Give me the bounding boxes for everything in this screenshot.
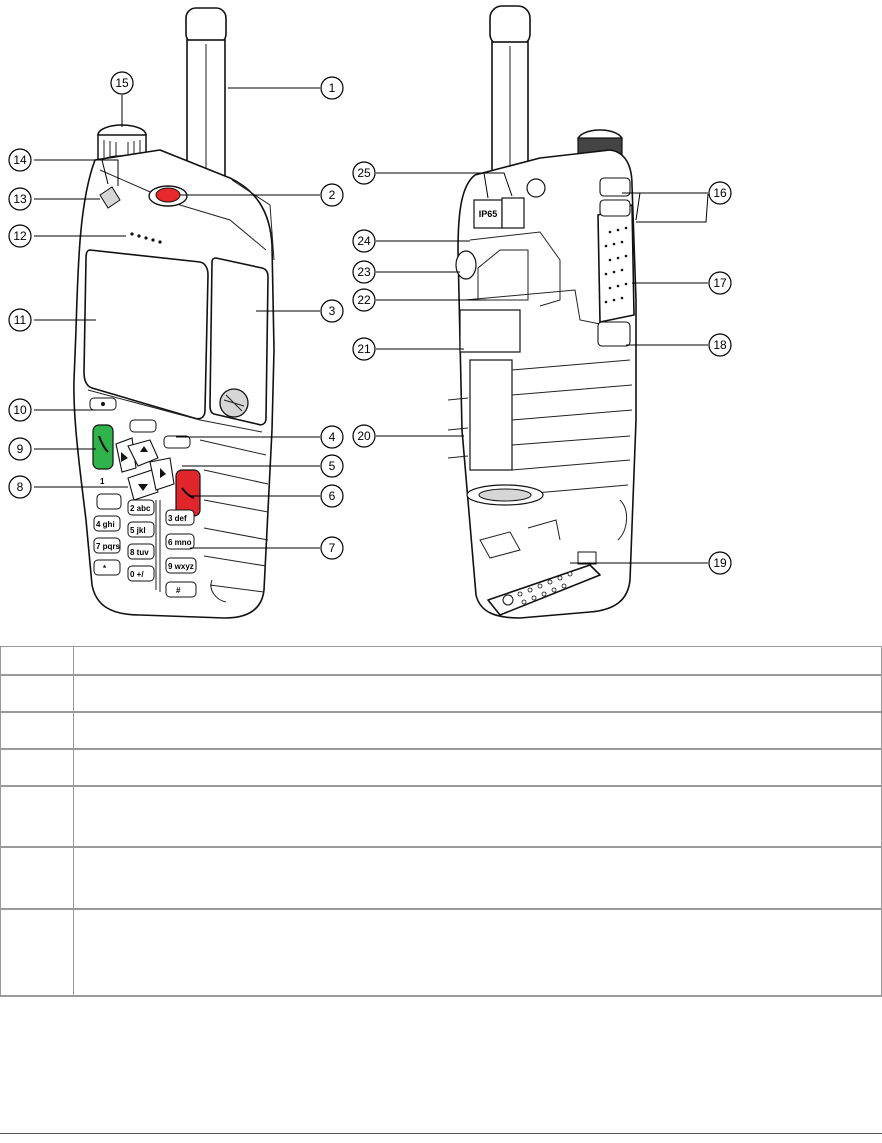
key-6: 6 mno [168, 538, 192, 547]
svg-text:20: 20 [357, 429, 371, 443]
svg-text:25: 25 [357, 166, 371, 180]
callout-11 [9, 309, 31, 331]
key-5: 5 jkl [130, 526, 146, 535]
svg-text:7: 7 [328, 541, 336, 555]
svg-text:13: 13 [13, 192, 27, 206]
callout-15 [111, 72, 133, 94]
key-8: 8 tuv [130, 548, 149, 557]
legend-text [74, 847, 882, 909]
svg-text:22: 22 [357, 293, 371, 307]
svg-text:6: 6 [328, 489, 336, 503]
svg-text:9: 9 [16, 442, 24, 456]
svg-text:10: 10 [13, 403, 27, 417]
callout-5 [321, 455, 343, 477]
legend-text [74, 749, 882, 786]
svg-text:15: 15 [115, 76, 129, 90]
svg-text:2: 2 [328, 188, 336, 202]
table-row [1, 909, 882, 996]
svg-text:18: 18 [713, 338, 727, 352]
callout-8 [9, 476, 31, 498]
back-view [448, 6, 636, 618]
svg-text:12: 12 [13, 229, 27, 243]
callout-9 [9, 438, 31, 460]
callout-21 [353, 338, 375, 360]
callout-17 [709, 272, 731, 294]
svg-text:11: 11 [13, 313, 27, 327]
callout-19 [709, 552, 731, 574]
key-hash: # [176, 586, 181, 595]
callout-23 [353, 261, 375, 283]
callout-4 [321, 426, 343, 448]
svg-text:19: 19 [713, 556, 727, 570]
table-row [1, 786, 882, 847]
svg-text:24: 24 [357, 234, 371, 248]
key-1: 1 [100, 477, 105, 486]
svg-text:16: 16 [713, 186, 727, 200]
callout-24 [353, 230, 375, 252]
svg-text:17: 17 [713, 276, 727, 290]
callout-20 [353, 425, 375, 447]
legend-number [1, 909, 74, 996]
callout-14 [9, 149, 31, 171]
svg-text:1: 1 [328, 81, 336, 95]
legend-number [1, 675, 74, 712]
legend-table [0, 646, 882, 997]
svg-text:3: 3 [328, 304, 336, 318]
callout-18 [709, 334, 731, 356]
callout-1 [321, 77, 343, 99]
callout-3 [321, 300, 343, 322]
key-3: 3 def [168, 514, 187, 523]
page-bottom-rule [0, 1133, 882, 1134]
svg-text:8: 8 [16, 480, 24, 494]
callout-12 [9, 225, 31, 247]
svg-text:5: 5 [328, 459, 336, 473]
callout-22 [353, 289, 375, 311]
svg-text:14: 14 [13, 153, 27, 167]
key-star: * [103, 564, 107, 573]
table-row [1, 712, 882, 749]
svg-text:21: 21 [357, 342, 371, 356]
key-2: 2 abc [130, 504, 151, 513]
legend-header-number [1, 647, 74, 676]
legend-number [1, 712, 74, 749]
callout-16 [709, 182, 731, 204]
svg-text:4: 4 [328, 430, 336, 444]
callout-6 [321, 485, 343, 507]
key-9: 9 wxyz [168, 562, 194, 571]
key-7: 7 pqrs [96, 542, 121, 551]
callout-13 [9, 188, 31, 210]
legend-header-row [1, 647, 882, 676]
table-row [1, 749, 882, 786]
legend-text [74, 675, 882, 712]
legend-text [74, 786, 882, 847]
legend-text [74, 909, 882, 996]
legend-number [1, 847, 74, 909]
front-view [74, 8, 274, 618]
legend-header-description [74, 647, 882, 676]
legend-number [1, 749, 74, 786]
table-row [1, 675, 882, 712]
callout-7 [321, 537, 343, 559]
table-row [1, 847, 882, 909]
svg-text:23: 23 [357, 265, 371, 279]
callout-2 [321, 184, 343, 206]
key-4: 4 ghi [96, 520, 115, 529]
key-0: 0 +/ [130, 570, 144, 579]
ip-rating-label: IP65 [478, 209, 498, 219]
legend-text [74, 712, 882, 749]
callout-10 [9, 399, 31, 421]
legend-number [1, 786, 74, 847]
callout-25 [353, 162, 375, 184]
